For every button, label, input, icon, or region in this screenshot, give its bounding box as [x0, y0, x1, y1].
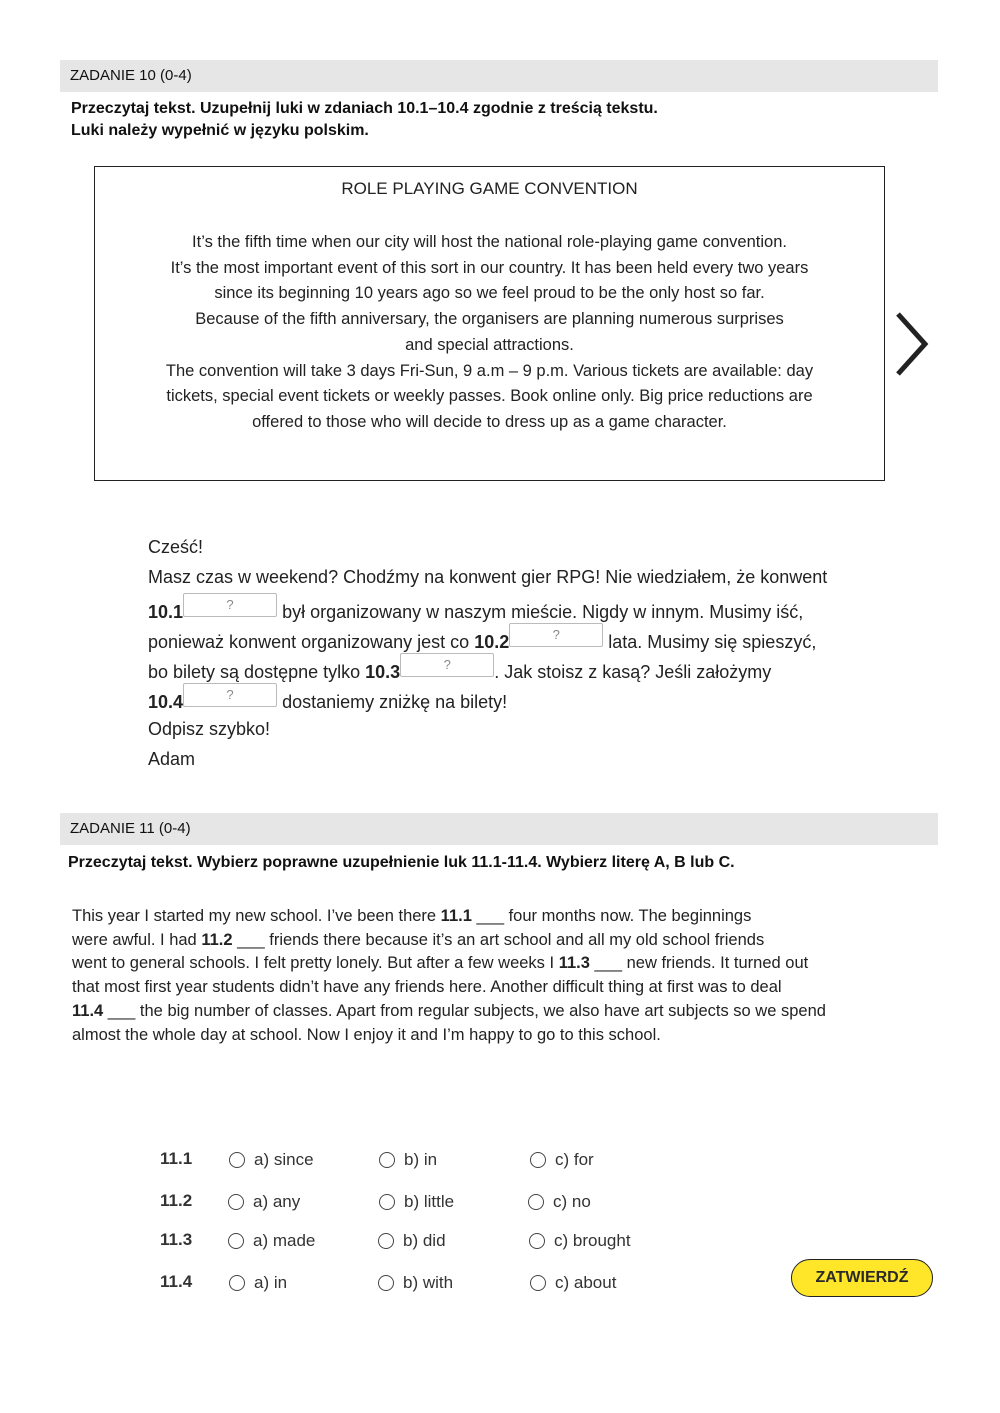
- letter-signature: Adam: [148, 749, 196, 770]
- option-11-2-a[interactable]: [228, 1187, 300, 1217]
- option-label: b) in: [404, 1150, 438, 1169]
- gap-placeholder: ?: [443, 657, 451, 673]
- paragraph-segment: This year I started my new school. I’ve been there: [72, 907, 441, 925]
- option-11-2-b[interactable]: [379, 1187, 454, 1217]
- chevron-right-icon: [893, 310, 933, 380]
- letter-text-segment: ponieważ konwent organizowany jest co: [148, 631, 475, 652]
- radio-button-icon[interactable]: [378, 1233, 394, 1249]
- option-11-1-b[interactable]: [379, 1145, 437, 1175]
- radio-button-icon[interactable]: [229, 1152, 245, 1168]
- paragraph-line: [72, 1000, 902, 1024]
- gap-number: 10.1: [148, 601, 184, 622]
- option-11-4-b[interactable]: [378, 1268, 453, 1298]
- option-label: a) any: [253, 1192, 301, 1211]
- reading-text-line: offered to those who will decide to dress up as a game character.: [252, 412, 727, 431]
- gap-number: 11.3: [558, 954, 590, 973]
- paragraph-line: [72, 952, 902, 976]
- gap-placeholder: ?: [552, 626, 560, 642]
- letter-text-segment: był organizowany w naszym mieście. Nigdy w innym. Musimy iść,: [282, 601, 804, 622]
- radio-button-icon[interactable]: [228, 1194, 244, 1210]
- gap-input-10-3[interactable]: [400, 653, 494, 677]
- option-11-4-a[interactable]: [229, 1268, 287, 1298]
- option-11-3-a[interactable]: [228, 1226, 315, 1256]
- reading-text-line: It’s the most important event of this sort in our country. It has been held every two years: [170, 258, 809, 277]
- task10-instructions: [71, 98, 658, 142]
- question-number: 11.3: [160, 1230, 193, 1249]
- letter-line: [148, 593, 908, 623]
- reading-text-box: [94, 166, 885, 481]
- gap-placeholder: ?: [226, 687, 234, 703]
- gap-placeholder: ?: [226, 596, 234, 612]
- reading-text-line: tickets, special event tickets or weekly passes. Book online only. Big price reductions are: [166, 387, 813, 406]
- letter-greeting: Cześć!: [148, 537, 204, 557]
- gap-input-10-1[interactable]: [183, 593, 277, 617]
- reading-text-title: ROLE PLAYING GAME CONVENTION: [341, 179, 638, 198]
- gap-number: 11.4: [72, 1001, 104, 1020]
- letter-line: [148, 653, 908, 683]
- letter-text: [148, 532, 908, 774]
- question-row-11-1: [0, 1145, 1000, 1175]
- radio-button-icon[interactable]: [228, 1233, 244, 1249]
- letter-line: [148, 623, 908, 653]
- gap-number: 11.2: [201, 930, 233, 949]
- task11-paragraph: [72, 905, 902, 1047]
- gap-number: 10.2: [474, 631, 510, 652]
- paragraph-segment: ___ four months now. The beginnings: [471, 907, 752, 925]
- gap-number: 10.3: [365, 662, 401, 683]
- task11-header: ZADANIE 11 (0-4): [60, 813, 938, 845]
- question-number: 11.4: [160, 1272, 193, 1291]
- submit-button[interactable]: ZATWIERDŹ: [791, 1259, 933, 1297]
- gap-input-10-2[interactable]: [509, 623, 603, 647]
- option-11-4-c[interactable]: [530, 1268, 616, 1298]
- letter-text-segment: lata. Musimy się spieszyć,: [608, 631, 817, 652]
- question-row-11-2: [0, 1187, 1000, 1217]
- radio-button-icon[interactable]: [378, 1275, 394, 1291]
- paragraph-segment: ___ friends there because it’s an art school and all my old school friends: [232, 930, 765, 949]
- option-label: a) in: [254, 1273, 288, 1292]
- reading-text-line: since its beginning 10 years ago so we feel proud to be the only host so far.: [214, 284, 765, 303]
- reading-text-line: Because of the fifth anniversary, the organisers are planning numerous surprises: [195, 310, 784, 329]
- letter-text-segment: dostaniemy zniżkę na bilety!: [282, 692, 508, 713]
- reading-text-line: and special attractions.: [405, 335, 574, 354]
- paragraph-segment: went to general schools. I felt pretty lonely. But after a few weeks I: [72, 954, 559, 973]
- letter-text-segment: bo bilety są dostępne tylko: [148, 662, 366, 683]
- letter-closing: Odpisz szybko!: [148, 718, 271, 739]
- paragraph-line: [72, 929, 902, 953]
- option-label: c) no: [553, 1192, 591, 1211]
- paragraph-line: almost the whole day at school. Now I enjoy it and I’m happy to go to this school.: [72, 1025, 661, 1044]
- gap-number: 10.4: [148, 692, 184, 713]
- radio-button-icon[interactable]: [530, 1275, 546, 1291]
- radio-button-icon[interactable]: [528, 1194, 544, 1210]
- radio-button-icon[interactable]: [229, 1275, 245, 1291]
- task10-instruction-line: Luki należy wypełnić w języku polskim.: [71, 122, 369, 139]
- option-label: c) for: [555, 1150, 594, 1169]
- task10-instruction-line: Przeczytaj tekst. Uzupełnij luki w zdaniach 10.1–10.4 zgodnie z treścią tekstu.: [71, 100, 658, 117]
- question-number: 11.1: [160, 1149, 193, 1168]
- option-11-1-a[interactable]: [229, 1145, 314, 1175]
- letter-line: [148, 683, 908, 713]
- option-11-3-c[interactable]: [529, 1226, 631, 1256]
- radio-button-icon[interactable]: [529, 1233, 545, 1249]
- option-label: a) since: [254, 1150, 314, 1169]
- radio-button-icon[interactable]: [530, 1152, 546, 1168]
- option-label: b) little: [404, 1192, 455, 1211]
- gap-input-10-4[interactable]: [183, 683, 277, 707]
- reading-text-body: [95, 230, 884, 436]
- paragraph-segment: ___ new friends. It turned out: [589, 954, 809, 973]
- paragraph-segment: were awful. I had: [72, 930, 202, 949]
- task11-instruction: Przeczytaj tekst. Wybierz poprawne uzupełnienie luk 11.1-11.4. Wybierz literę A, B lub C.: [68, 854, 735, 871]
- paragraph-segment: ___ the big number of classes. Apart from regular subjects, we also have art subjects so we spend: [103, 1001, 826, 1020]
- paragraph-line: [72, 905, 902, 929]
- next-page-button[interactable]: [893, 310, 933, 380]
- option-11-2-c[interactable]: [528, 1187, 591, 1217]
- letter-line: Masz czas w weekend? Chodźmy na konwent gier RPG! Nie wiedziałem, że konwent: [148, 567, 828, 588]
- question-row-11-3: [0, 1226, 1000, 1256]
- question-number: 11.2: [160, 1191, 193, 1210]
- radio-button-icon[interactable]: [379, 1152, 395, 1168]
- task10-header: ZADANIE 10 (0-4): [60, 60, 938, 92]
- option-11-1-c[interactable]: [530, 1145, 594, 1175]
- option-label: c) about: [555, 1273, 617, 1292]
- reading-text-line: The convention will take 3 days Fri-Sun, 9 a.m – 9 p.m. Various tickets are available: day: [165, 361, 814, 380]
- paragraph-line: that most first year students didn’t have any friends here. Another difficult thing at first was to deal: [72, 978, 782, 997]
- option-11-3-b[interactable]: [378, 1226, 446, 1256]
- option-label: b) did: [403, 1231, 446, 1250]
- option-label: a) made: [253, 1231, 316, 1250]
- radio-button-icon[interactable]: [379, 1194, 395, 1210]
- option-label: c) brought: [554, 1231, 631, 1250]
- reading-text-line: It’s the fifth time when our city will host the national role-playing game convention.: [192, 233, 787, 251]
- option-label: b) with: [403, 1273, 454, 1292]
- letter-text-segment: . Jak stoisz z kasą? Jeśli założymy: [494, 662, 772, 683]
- gap-number: 11.1: [440, 907, 472, 925]
